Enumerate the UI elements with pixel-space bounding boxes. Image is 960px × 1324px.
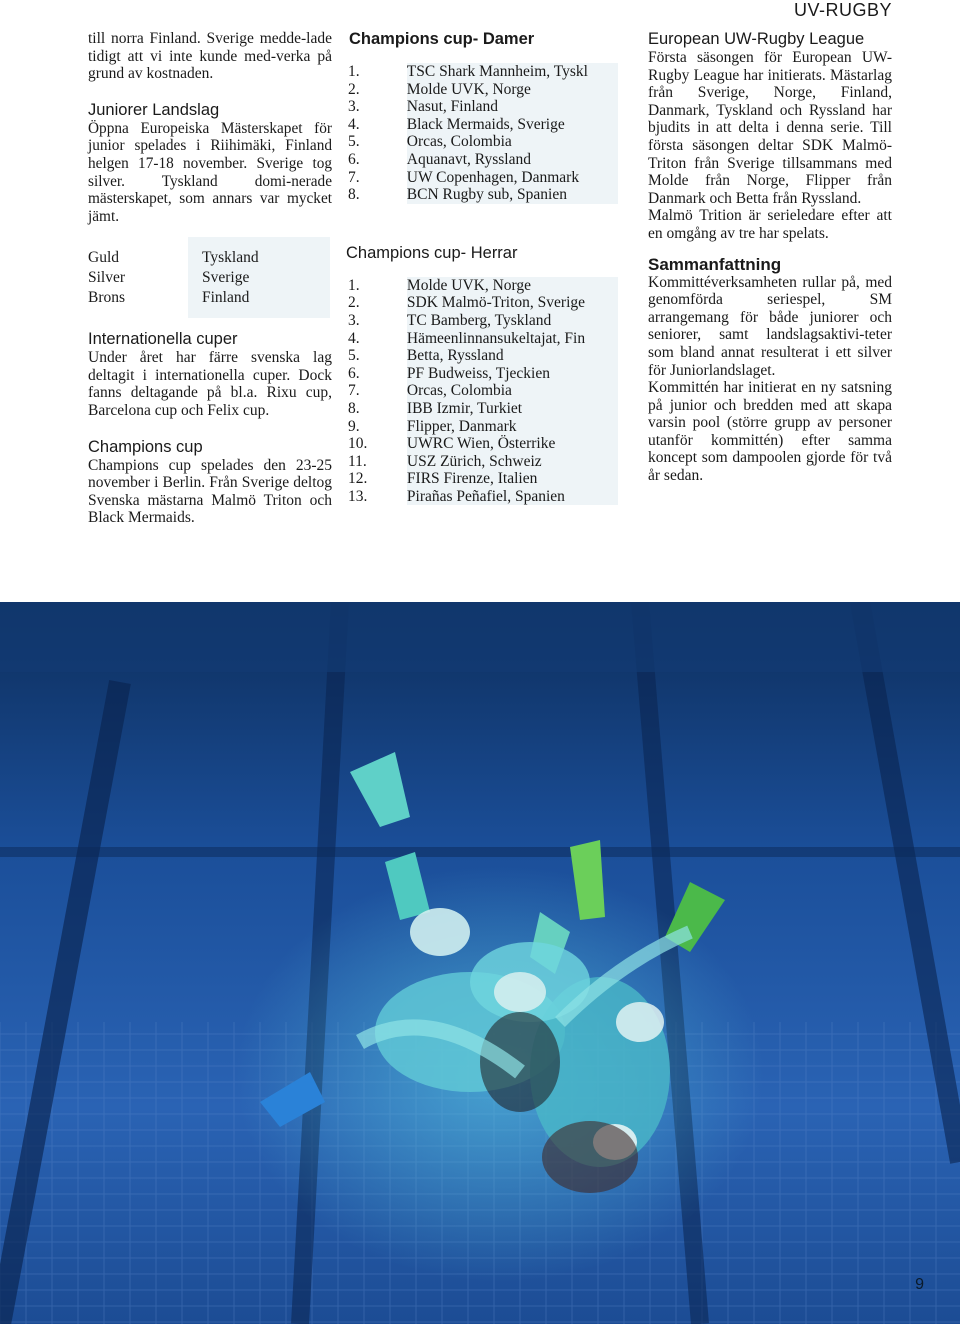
underwater-rugby-photo — [0, 602, 960, 1324]
herrar-rank-number: 5. — [348, 347, 360, 365]
herrar-team-name: SDK Malmö-Triton, Sverige — [407, 294, 618, 312]
damer-row — [346, 133, 618, 151]
herrar-heading: Champions cup- Herrar — [346, 243, 518, 262]
damer-row — [346, 116, 618, 134]
damer-team-name: Molde UVK, Norge — [407, 81, 618, 99]
herrar-row — [346, 453, 618, 471]
herrar-team-name: PF Budweiss, Tjeckien — [407, 365, 618, 383]
medal-label-silver: Silver — [88, 268, 126, 286]
damer-rank-number: 7. — [348, 168, 360, 186]
damer-rank-number: 8. — [348, 186, 360, 204]
damer-ranking — [346, 63, 618, 204]
column-middle — [346, 30, 618, 505]
herrar-team-name: IBB Izmir, Turkiet — [407, 400, 618, 418]
damer-rank-number: 2. — [348, 80, 360, 98]
damer-heading: Champions cup- Damer — [349, 30, 535, 48]
medal-value-gold: Tyskland — [188, 237, 330, 268]
herrar-team-name: UWRC Wien, Österrike — [407, 435, 618, 453]
damer-rank-number: 1. — [348, 63, 360, 80]
medal-value-bronze: Finland — [188, 288, 330, 319]
damer-row — [346, 63, 618, 81]
column-left — [88, 30, 332, 527]
column-right — [648, 30, 892, 485]
champions-cup-paragraph: Champions cup spelades den 23-25 november i Berlin. Från Sverige deltog Svenska mästarna Malmö Triton och Black Mermaids. — [88, 456, 332, 527]
herrar-rank-number: 10. — [348, 435, 368, 453]
herrar-row — [346, 347, 618, 365]
damer-rank-number: 5. — [348, 133, 360, 151]
summary-paragraph-2: Kommittén har initierat en ny satsning på junior och bredden med att skapa varsin pool (större grupp av personer utanför kommittén) efter samma koncept som dampoolen gjorde för två år sedan. — [648, 379, 892, 485]
herrar-team-name: Orcas, Colombia — [407, 382, 618, 400]
herrar-row — [346, 330, 618, 348]
damer-row — [346, 81, 618, 99]
medal-table — [88, 237, 332, 318]
herrar-row — [346, 418, 618, 436]
junior-paragraph: Öppna Europeiska Mästerskapet för junior spelades i Riihimäki, Finland helgen 17-18 november. Sverige tog silver. Tyskland domi-nerade mästerskapet, som annars var mycket jämt. — [88, 119, 332, 225]
damer-row — [346, 186, 618, 204]
league-heading: European UW-Rugby League — [648, 30, 865, 48]
intl-heading: Internationella cuper — [88, 330, 238, 349]
champions-cup-heading: Champions cup — [88, 437, 203, 456]
damer-team-name: UW Copenhagen, Danmark — [407, 169, 618, 187]
herrar-rank-number: 9. — [348, 417, 360, 435]
herrar-rank-number: 2. — [348, 294, 360, 312]
herrar-team-name: Pirañas Peñafiel, Spanien — [407, 488, 618, 506]
herrar-rank-number: 4. — [348, 329, 360, 347]
herrar-team-name: Hämeenlinnansukeltajat, Fin — [407, 330, 618, 348]
page-number: 9 — [915, 1276, 924, 1293]
damer-row — [346, 151, 618, 169]
medal-label-gold: Guld — [88, 249, 119, 267]
medal-label-bronze: Brons — [88, 288, 126, 306]
damer-team-name: Nasut, Finland — [407, 98, 618, 116]
herrar-row — [346, 400, 618, 418]
herrar-rank-number: 7. — [348, 382, 360, 400]
league-paragraph-2: Malmö Trition är serieledare efter att en omgång av tre har spelats. — [648, 207, 892, 242]
league-paragraph: Första säsongen för European UW-Rugby League har initierats. Mästarlag från Sverige, Norge, Finland, Danmark, Tyskland och Ryssland har bjudits in att delta i denna serie. Till första säsongen deltar SDK Malmö-Triton från Sverige tillsammans med Molde från Norge, Flipper från Danmark och Betta från Ryssland. — [648, 49, 892, 207]
damer-team-name: Orcas, Colombia — [407, 133, 618, 151]
herrar-rank-number: 11. — [348, 452, 367, 470]
damer-rank-number: 3. — [348, 98, 360, 116]
herrar-team-name: TC Bamberg, Tyskland — [407, 312, 618, 330]
intro-paragraph: till norra Finland. Sverige medde-lade tidigt att vi inte kunde med-verka på grund av kostnaden. — [88, 30, 332, 83]
junior-heading: Juniorer Landslag — [88, 100, 220, 119]
herrar-rank-number: 8. — [348, 399, 360, 417]
damer-team-name: TSC Shark Mannheim, Tyskl — [407, 63, 618, 81]
damer-team-name: Black Mermaids, Sverige — [407, 116, 618, 134]
herrar-row — [346, 435, 618, 453]
damer-row — [346, 169, 618, 187]
herrar-rank-number: 12. — [348, 470, 368, 488]
damer-team-name: BCN Rugby sub, Spanien — [407, 186, 618, 204]
herrar-team-name: FIRS Firenze, Italien — [407, 470, 618, 488]
herrar-row — [346, 277, 618, 295]
herrar-row — [346, 382, 618, 400]
herrar-row — [346, 365, 618, 383]
herrar-rank-number: 1. — [348, 276, 360, 294]
herrar-row — [346, 488, 618, 506]
herrar-rank-number: 6. — [348, 364, 360, 382]
herrar-row — [346, 470, 618, 488]
herrar-team-name: Flipper, Danmark — [407, 418, 618, 436]
herrar-rank-number: 13. — [348, 487, 368, 505]
herrar-row — [346, 294, 618, 312]
herrar-team-name: Betta, Ryssland — [407, 347, 618, 365]
damer-rank-number: 6. — [348, 150, 360, 168]
intl-paragraph: Under året har färre svenska lag deltagit i internationella cuper. Dock fanns deltagande på bl.a. Rixu cup, Barcelona cup och Felix cup. — [88, 349, 332, 419]
summary-heading: Sammanfattning — [648, 254, 782, 274]
section-label: UV-RUGBY — [793, 0, 892, 20]
herrar-team-name: Molde UVK, Norge — [407, 277, 618, 295]
herrar-ranking — [346, 277, 618, 506]
summary-paragraph: Kommittéverksamheten rullar på, med genomförda seriespel, SM arrangemang för både juniorer och seniorer, samt landslagsaktivi-teter som bland annat resulterat i ett silver för Juniorlandslaget. — [648, 273, 892, 379]
herrar-row — [346, 312, 618, 330]
herrar-team-name: USZ Zürich, Schweiz — [407, 453, 618, 471]
damer-row — [346, 98, 618, 116]
herrar-rank-number: 3. — [348, 311, 360, 329]
damer-rank-number: 4. — [348, 115, 360, 133]
damer-team-name: Aquanavt, Ryssland — [407, 151, 618, 169]
medal-value-silver: Sverige — [188, 268, 330, 288]
